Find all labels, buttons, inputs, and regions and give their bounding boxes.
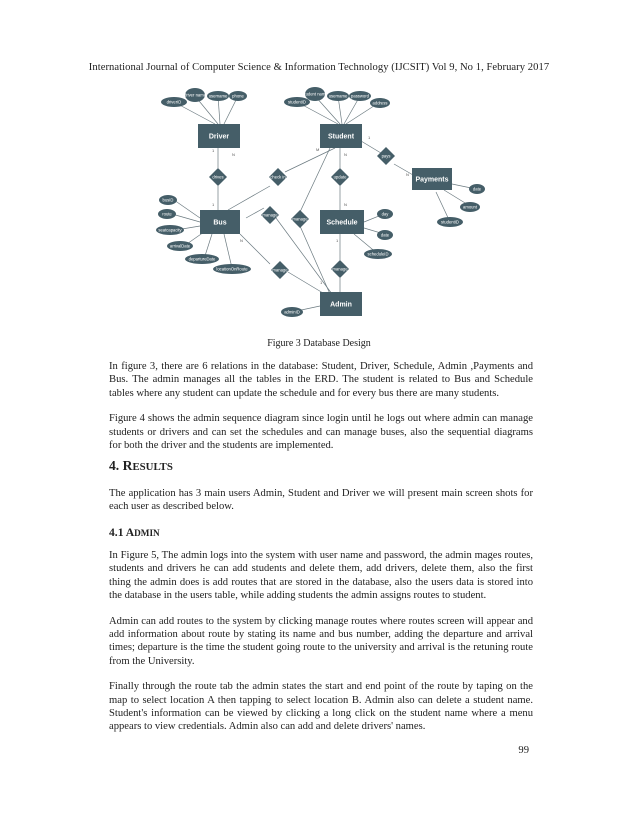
svg-text:scheduleID: scheduleID	[367, 251, 389, 257]
student-username-attribute	[327, 91, 349, 101]
bus-departuredate-attribute	[185, 254, 219, 264]
svg-text:drives: drives	[212, 174, 224, 180]
heading-results-rest: ESULTS	[132, 461, 173, 473]
svg-text:route: route	[162, 211, 172, 217]
bus-seatcapacity-attribute	[156, 225, 184, 235]
svg-text:N: N	[232, 152, 235, 157]
svg-text:1: 1	[368, 135, 371, 140]
paragraph-route-tab: Finally through the route tab the admin states the start and end point of the route by taping on the map to select location A then tapping to select location B. Admin also can delete a student name. Student's information can be viewed by clicking a long click on the student name where a menu appears to view credentials. Admin also can add and delete drivers' names.	[109, 681, 533, 733]
paragraph-main-users: The application has 3 main users Admin, Student and Driver we will present main screen shots for each user as described below.	[109, 488, 533, 513]
svg-text:1: 1	[212, 202, 215, 207]
svg-text:Admin: Admin	[330, 301, 352, 309]
payment-studentid-attribute	[437, 217, 463, 227]
svg-text:amount: amount	[463, 204, 477, 210]
schedule-entity	[320, 210, 364, 234]
svg-text:day: day	[381, 211, 389, 217]
svg-text:N: N	[344, 152, 347, 157]
schedule-id-attribute	[364, 249, 392, 259]
student-address-attribute	[370, 98, 390, 108]
body-section-3	[109, 549, 533, 746]
page-number: 99	[518, 745, 529, 756]
student-password-attribute	[349, 91, 371, 101]
driver-name-attribute	[184, 88, 207, 102]
student-id-attribute	[284, 97, 310, 107]
heading-admin-text	[126, 526, 160, 539]
svg-text:username: username	[328, 93, 348, 99]
bus-route-attribute	[158, 209, 176, 219]
svg-text:phone: phone	[232, 93, 244, 99]
svg-text:locationOnRoute: locationOnRoute	[216, 266, 248, 272]
payment-date-attribute	[469, 184, 485, 194]
admin-entity	[320, 292, 362, 316]
bus-location-attribute	[213, 264, 251, 274]
svg-text:date: date	[380, 232, 390, 238]
payment-amount-attribute	[460, 202, 480, 212]
svg-text:driver name: driver name	[183, 92, 207, 98]
pays-relation	[377, 147, 395, 165]
schedule-day-attribute	[377, 209, 393, 219]
driver-entity	[198, 124, 240, 148]
svg-text:manage: manage	[272, 267, 288, 273]
update-relation	[331, 168, 349, 186]
bus-entity	[200, 210, 240, 234]
svg-text:1: 1	[320, 280, 323, 285]
driver-phone-attribute	[229, 91, 247, 101]
check-in-relation	[269, 168, 287, 186]
svg-text:student name: student name	[302, 91, 328, 97]
svg-text:1: 1	[336, 238, 339, 243]
body-section-1	[109, 360, 533, 464]
schedule-date-attribute	[377, 230, 393, 240]
svg-text:Bus: Bus	[213, 219, 227, 227]
svg-text:M: M	[316, 147, 320, 152]
er-diagram-figure	[140, 84, 540, 324]
figure-caption: Figure 3 Database Design	[267, 338, 371, 349]
svg-text:manage: manage	[262, 212, 278, 218]
driver-username-attribute	[207, 91, 229, 101]
svg-text:manage: manage	[292, 216, 308, 222]
heading-admin	[109, 526, 160, 539]
svg-text:Schedule: Schedule	[326, 219, 358, 227]
svg-text:departureDate: departureDate	[188, 256, 216, 262]
svg-text:check in: check in	[270, 174, 286, 180]
bus-id-attribute	[159, 195, 177, 205]
manage-relation-student	[291, 210, 309, 228]
drives-relation	[209, 168, 227, 186]
svg-text:studentID: studentID	[441, 219, 459, 225]
heading-results-number: 4.	[109, 458, 120, 473]
payments-entity	[412, 168, 452, 190]
paragraph-admin-login: In Figure 5, The admin logs into the system with user name and password, the admin mages routes, students and drivers he can add students and delete them, add drivers, delete them, also the first thing the admin does is add routes that are stored in the database, also the users data is stored into the database in the users table, while adding students the admin assigns routes to student.	[109, 550, 533, 602]
svg-text:username: username	[208, 93, 228, 99]
heading-admin-initial: A	[125, 526, 135, 539]
svg-text:Student: Student	[327, 133, 355, 141]
paragraph-sequence-diagram: Figure 4 shows the admin sequence diagram since login until he logs out where admin can manage students or drivers and can set the schedules and can manage buses, also the sequential diagrams for both the driver and the students are implemented.	[109, 413, 533, 452]
admin-id-attribute	[281, 307, 303, 317]
manage-relation-bus-bottom	[271, 261, 289, 279]
paragraph-admin-routes: Admin can add routes to the system by clicking manage routes where routes screen will appear and add information about route by stating its name and bus number, adding the departure and arrival times; departure is the time the student going route to the university and arrival is the retuning route from the University.	[109, 615, 533, 667]
heading-results	[109, 458, 173, 474]
heading-results-text	[123, 458, 173, 473]
svg-text:N: N	[240, 238, 243, 243]
manage-relation-bus-top	[261, 206, 279, 224]
svg-text:password: password	[351, 93, 369, 99]
svg-text:date: date	[472, 186, 482, 192]
heading-admin-rest: DMIN	[134, 528, 160, 538]
svg-text:N: N	[406, 172, 409, 177]
manage-relation-schedule	[331, 260, 349, 278]
svg-text:arrivalDate: arrivalDate	[169, 243, 191, 249]
svg-text:N: N	[344, 202, 347, 207]
svg-text:1: 1	[212, 148, 215, 153]
heading-admin-number: 4.1	[109, 526, 124, 539]
svg-text:address: address	[372, 100, 388, 106]
paragraph-relations: In figure 3, there are 6 relations in the database: Student, Driver, Schedule, Admin ,Payments and Bus. The admin manages all the tables in the ERD. The student is related to Bus and Schedule tables where any student can update the schedule and for every bus there are many students.	[109, 361, 533, 399]
svg-text:driverID: driverID	[166, 99, 182, 105]
svg-text:seatcapacity: seatcapacity	[158, 227, 182, 233]
journal-header: International Journal of Computer Science & Information Technology (IJCSIT) Vol 9, No 1, February 2017	[88, 62, 550, 73]
svg-text:adminID: adminID	[284, 309, 300, 315]
er-diagram	[140, 84, 540, 324]
bus-arrivaldate-attribute	[167, 241, 193, 251]
svg-text:manage: manage	[332, 266, 348, 272]
student-entity	[320, 124, 362, 148]
svg-text:studentID: studentID	[288, 99, 306, 105]
body-section-2	[109, 487, 533, 526]
heading-results-initial: R	[122, 458, 133, 473]
svg-text:pays: pays	[381, 153, 391, 159]
svg-text:Payments: Payments	[415, 176, 449, 184]
driver-id-attribute	[161, 97, 187, 107]
svg-text:busID: busID	[162, 197, 174, 203]
svg-text:update: update	[333, 174, 347, 180]
svg-text:Driver: Driver	[208, 133, 230, 141]
